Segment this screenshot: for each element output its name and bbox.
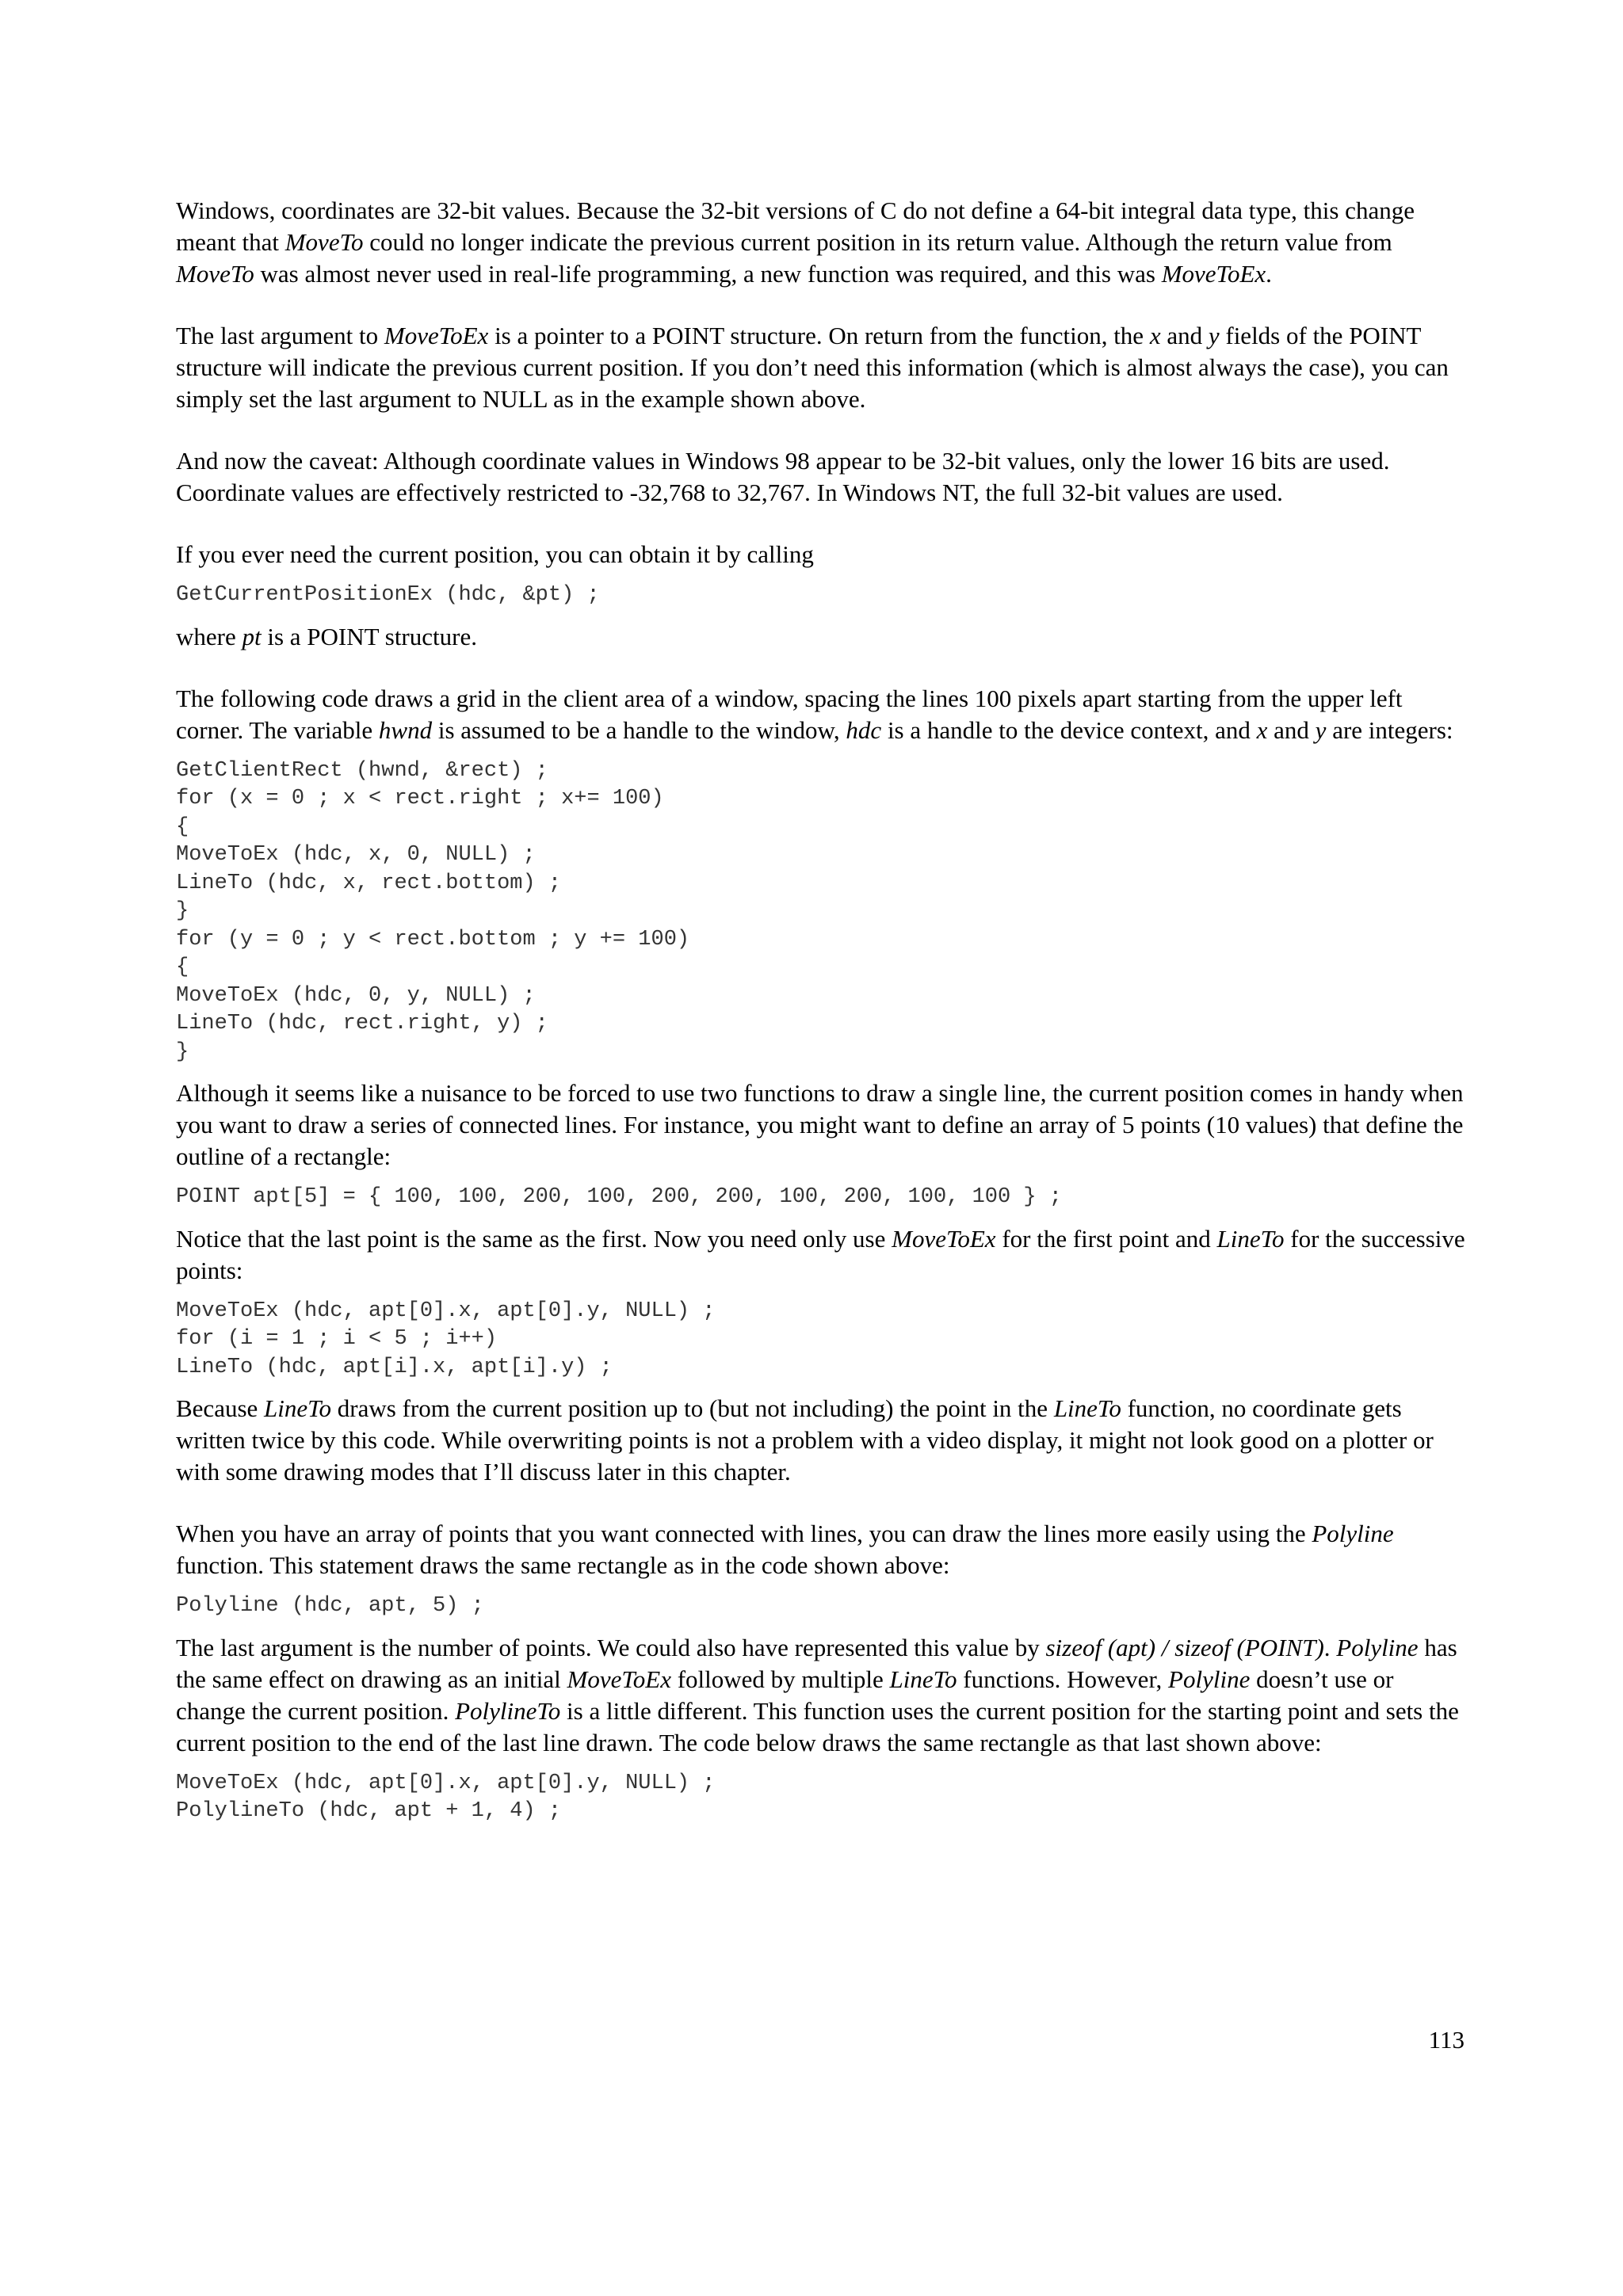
text-run: and xyxy=(1160,322,1209,349)
italic-term: LineTo xyxy=(1216,1224,1285,1253)
code-line: LineTo (hdc, apt[i].x, apt[i].y) ; xyxy=(176,1355,613,1379)
paragraph-moveto-history xyxy=(176,195,1466,290)
code-line: } xyxy=(176,899,189,923)
text-run: The last argument to xyxy=(176,322,384,349)
paragraph-current-position xyxy=(176,539,1466,570)
paragraph-grid-intro xyxy=(176,683,1466,746)
code-line: for (x = 0 ; x < rect.right ; x+= 100) xyxy=(176,787,664,810)
text-run: is assumed to be a handle to the window, xyxy=(432,715,846,744)
page-number: 113 xyxy=(1428,2026,1465,2054)
italic-term: LineTo xyxy=(889,1665,957,1693)
paragraph-last-point xyxy=(176,1223,1472,1287)
code-line: MoveToEx (hdc, x, 0, NULL) ; xyxy=(176,843,536,867)
italic-term: Polyline xyxy=(1312,1520,1394,1547)
text-run: function. This statement draws the same rectangle as in the code shown above: xyxy=(176,1520,1400,1579)
italic-term: Polyline xyxy=(1336,1633,1419,1661)
text-run: function, no coordinate gets written twice by this code. While overwriting points is not a problem with a video display, it might not look good on a plotter or with some drawing modes that I’ll discuss later in this chapter. xyxy=(176,1394,1440,1486)
text-run: functions. However, xyxy=(957,1665,1169,1693)
code-line: { xyxy=(176,814,189,839)
text-run: doesn’t use or change the current position. xyxy=(176,1665,1400,1725)
code-line: MoveToEx (hdc, 0, y, NULL) ; xyxy=(176,983,536,1008)
italic-term: LineTo xyxy=(264,1394,332,1422)
italic-term: MoveToEx xyxy=(384,322,489,349)
code-polylineto xyxy=(176,1770,1466,1826)
text-run: Notice that the last point is the same as the first. Now you need only use xyxy=(176,1224,892,1253)
text-run: fields of the POINT structure will indicate the previous current position. If you don’t need this information (which is almost always the case), you can simply set the last argument to NULL as in the example shown above. xyxy=(176,322,1455,413)
text-run: has the same effect on drawing as an initial xyxy=(176,1633,1464,1693)
text-run: If you ever need the current position, you can obtain it by calling xyxy=(176,540,814,568)
italic-term: y xyxy=(1315,715,1327,744)
code-point-array xyxy=(176,1184,1466,1212)
paragraph-polyline-details xyxy=(176,1632,1466,1759)
text-run: . xyxy=(1323,1633,1337,1661)
text-run: for the successive points: xyxy=(176,1224,1472,1284)
code-line: Polyline (hdc, apt, 5) ; xyxy=(176,1594,484,1618)
code-line: LineTo (hdc, x, rect.bottom) ; xyxy=(176,871,562,895)
code-line: PolylineTo (hdc, apt + 1, 4) ; xyxy=(176,1799,562,1823)
code-line: GetCurrentPositionEx (hdc, &pt) ; xyxy=(176,583,600,607)
code-line: MoveToEx (hdc, apt[0].x, apt[0].y, NULL) ; xyxy=(176,1299,716,1323)
italic-term: Polyline xyxy=(1168,1665,1251,1693)
text-run: The following code draws a grid in the client area of a window, spacing the lines 100 pixels apart starting from the upper left corner. The variable xyxy=(176,684,1409,744)
italic-term: MoveTo xyxy=(285,228,364,256)
text-run: is a handle to the device context, and xyxy=(881,715,1257,744)
code-polyline xyxy=(176,1592,1466,1621)
paragraph-lineto-explanation xyxy=(176,1393,1466,1488)
text-run: followed by multiple xyxy=(670,1665,890,1693)
code-get-current-position xyxy=(176,582,1466,610)
text-run: When you have an array of points that you want connected with lines, you can draw the lines more easily using the xyxy=(176,1520,1312,1547)
paragraph-polyline-intro xyxy=(176,1518,1466,1581)
paragraph-movetoex-argument xyxy=(176,320,1466,415)
paragraph-connected-lines xyxy=(176,1077,1470,1173)
code-line: GetClientRect (hwnd, &rect) ; xyxy=(176,758,548,783)
italic-term: y xyxy=(1208,322,1220,349)
text-run: for the first point and xyxy=(995,1224,1217,1253)
code-line: LineTo (hdc, rect.right, y) ; xyxy=(176,1012,548,1035)
text-run: And now the caveat: Although coordinate values in Windows 98 appear to be 32-bit values, only the lower 16 bits are used. Coordinate values are effectively restricted to -32,768 to 32,767. In Windows NT, the full 32-bit values are used. xyxy=(176,447,1396,506)
paragraph-point-structure xyxy=(176,621,1466,653)
text-run: was almost never used in real-life programming, a new function was required, and this was xyxy=(254,260,1162,288)
text-run: where xyxy=(176,622,242,650)
code-lineto-loop xyxy=(176,1298,1466,1383)
italic-term: sizeof (apt) / sizeof (POINT) xyxy=(1045,1633,1324,1661)
text-run: is a pointer to a POINT structure. On return from the function, the xyxy=(488,322,1150,349)
document-page xyxy=(176,195,1472,1837)
italic-term: MoveToEx xyxy=(1161,260,1266,288)
code-line: POINT apt[5] = { 100, 100, 200, 100, 200, 200, 100, 200, 100, 100 } ; xyxy=(176,1185,1062,1209)
text-run: Windows, coordinates are 32-bit values. Because the 32-bit versions of C do not define a 64-bit integral data type, this change meant that xyxy=(176,196,1421,256)
text-run: is a POINT structure. xyxy=(261,622,477,650)
text-run: could no longer indicate the previous current position in its return value. Although the return value from xyxy=(363,228,1399,256)
text-run: and xyxy=(1267,715,1316,744)
italic-term: MoveToEx xyxy=(892,1224,996,1253)
text-run: draws from the current position up to (but not including) the point in the xyxy=(331,1394,1054,1422)
code-line: } xyxy=(176,1039,189,1064)
italic-term: x xyxy=(1256,715,1268,744)
paragraph-coordinate-caveat xyxy=(176,445,1466,509)
code-line: for (y = 0 ; y < rect.bottom ; y += 100) xyxy=(176,927,690,952)
code-line: for (i = 1 ; i < 5 ; i++) xyxy=(176,1327,498,1351)
italic-term: LineTo xyxy=(1053,1394,1121,1422)
code-line: MoveToEx (hdc, apt[0].x, apt[0].y, NULL) ; xyxy=(176,1771,716,1795)
italic-term: hdc xyxy=(846,715,882,744)
text-run: Although it seems like a nuisance to be forced to use two functions to draw a single line, the current position comes in handy when you want to draw a series of connected lines. For instance, you might want to define an array of 5 points (10 values) that define the outline of a rectangle: xyxy=(176,1079,1470,1170)
code-line: { xyxy=(176,955,189,979)
text-run: . xyxy=(1266,260,1272,288)
italic-term: MoveTo xyxy=(176,260,254,288)
code-grid-drawing xyxy=(176,757,1466,1067)
italic-term: hwnd xyxy=(378,715,433,744)
text-run: The last argument is the number of points. We could also have represented this value by xyxy=(176,1633,1046,1661)
text-run: are integers: xyxy=(1326,715,1453,744)
italic-term: PolylineTo xyxy=(455,1696,561,1725)
italic-term: pt xyxy=(242,622,262,650)
text-run: Because xyxy=(176,1394,265,1422)
italic-term: x xyxy=(1149,322,1161,349)
text-run: is a little different. This function uses the current position for the starting point and sets the current position to the end of the last line drawn. The code below draws the same rectangle as that last shown above: xyxy=(176,1696,1465,1756)
italic-term: MoveToEx xyxy=(567,1665,671,1693)
